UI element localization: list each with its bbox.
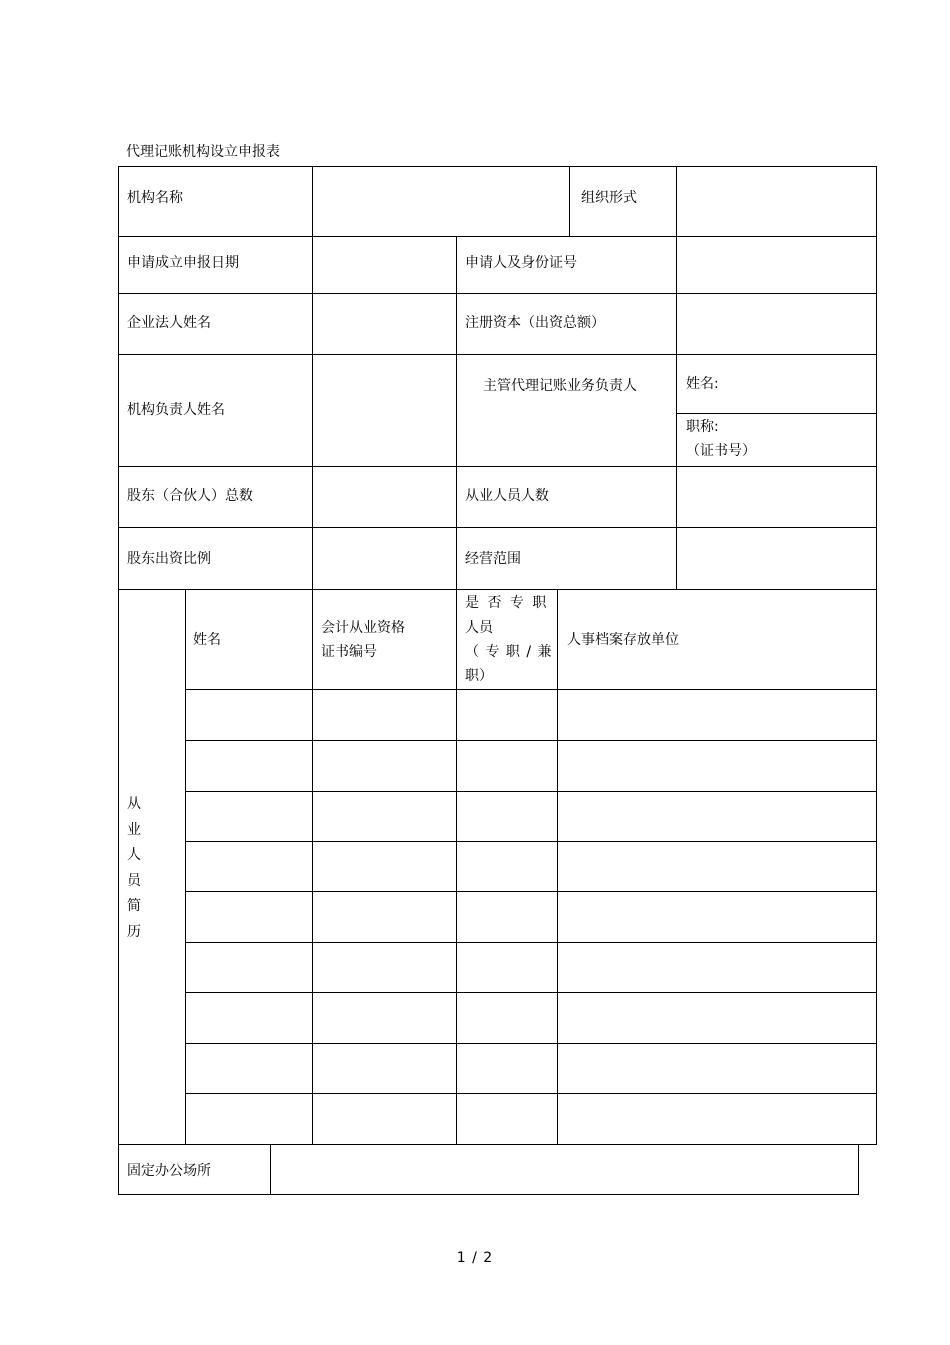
staff-count-label: 从业人员人数 [465,488,549,504]
row-divider [185,791,877,792]
applicant-id-field[interactable] [677,237,876,293]
column-divider [456,236,457,590]
row-divider [118,589,877,590]
supervisor-name-label: 姓名: [686,376,719,392]
column-divider [185,589,186,1145]
row-divider [185,1043,877,1044]
table-border-left [118,166,119,1195]
form-title: 代理记账机构设立申报表 [126,144,280,160]
supervisor-cert-label: （证书号） [686,443,756,459]
org-form-label: 组织形式 [581,190,637,206]
page-number: 1 / 2 [456,1250,494,1266]
business-scope-label: 经营范围 [465,551,521,567]
org-name-field[interactable] [313,167,569,236]
capital-ratio-field[interactable] [313,528,456,589]
staff-name-header: 姓名 [193,632,221,648]
row-divider [185,891,877,892]
supervisor-label: 主管代理记账业务负责人 [483,378,637,394]
row-divider [118,354,877,355]
staff-fulltime-header-line4: 职） [465,668,493,684]
registered-capital-field[interactable] [677,294,876,354]
row-divider [676,413,877,414]
staff-cert-header-line1: 会计从业资格 [321,620,405,636]
row-divider [185,942,877,943]
column-divider [557,589,558,1145]
staff-fulltime-header-line3: （ 专 职 / 兼 [465,644,552,660]
capital-ratio-label: 股东出资比例 [127,551,211,567]
office-label: 固定办公场所 [127,1163,211,1179]
business-scope-field[interactable] [677,528,876,589]
staff-cert-header-line2: 证书编号 [321,644,377,660]
staff-count-field[interactable] [677,467,876,527]
apply-date-label: 申请成立申报日期 [127,255,239,271]
staff-resume-side-label: 从业人员简历 [127,796,141,940]
legal-person-label: 企业法人姓名 [127,315,211,331]
apply-date-field[interactable] [313,237,456,293]
row-divider [185,841,877,842]
row-divider [185,740,877,741]
applicant-id-label: 申请人及身份证号 [465,255,577,271]
staff-archive-header: 人事档案存放单位 [567,632,679,648]
org-head-label: 机构负责人姓名 [127,402,225,418]
table-border-right [876,166,877,1145]
shareholders-field[interactable] [313,467,456,527]
org-form-field[interactable] [677,167,876,236]
supervisor-title-label: 职称: [686,419,719,435]
column-divider [569,166,570,237]
column-divider [312,589,313,1145]
row-divider [185,689,877,690]
registered-capital-label: 注册资本（出资总额） [465,315,605,331]
staff-fulltime-header-line1: 是 否 专 职 [465,595,547,611]
row-divider [185,1093,877,1094]
shareholders-label: 股东（合伙人）总数 [127,488,253,504]
table-border-bottom [118,1194,859,1195]
column-divider [456,589,457,1145]
legal-person-field[interactable] [313,294,456,354]
row-divider [185,992,877,993]
org-name-label: 机构名称 [127,190,183,206]
staff-fulltime-header-line2: 人员 [465,620,493,636]
org-head-field[interactable] [313,355,456,466]
office-field[interactable] [271,1145,858,1194]
table-border-right [858,1144,859,1195]
